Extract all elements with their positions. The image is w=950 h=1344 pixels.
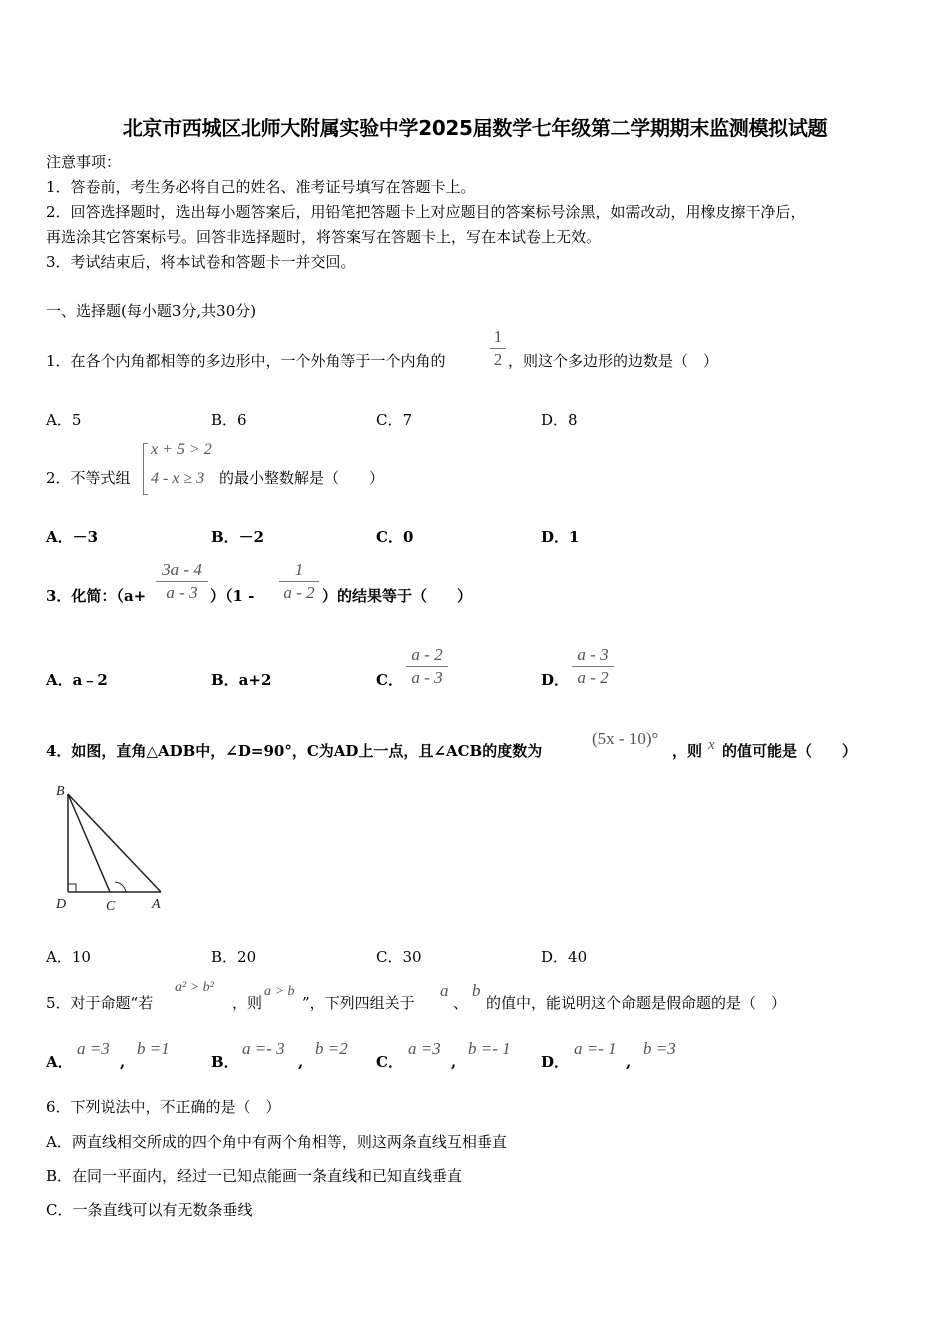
notice-item: 再选涂其它答案标号。回答非选择题时，将答案写在答题卡上，写在本试卷上无效。 bbox=[46, 228, 602, 246]
q3-option-c-fraction[interactable] bbox=[406, 644, 448, 689]
q4-option-b[interactable]: B．20 bbox=[211, 948, 257, 966]
q5-option-b-label[interactable]: B． bbox=[211, 1053, 239, 1071]
q4-var: x bbox=[708, 737, 715, 753]
q3-pre: 3．化简：（a+ bbox=[46, 587, 147, 605]
page-title: 北京市西城区北师大附属实验中学2025届数学七年级第二学期期末监测模拟试题 bbox=[122, 116, 828, 140]
q3-optd-num: a - 3 bbox=[577, 645, 609, 664]
q4-option-c[interactable]: C．30 bbox=[376, 948, 422, 966]
notice-item: 1．答卷前，考生务必将自己的姓名、准考证号填写在答题卡上。 bbox=[46, 178, 476, 196]
q4-expr: (5x - 10)° bbox=[592, 729, 659, 748]
q1-fraction bbox=[490, 326, 506, 371]
label-c: C bbox=[106, 899, 116, 914]
q3-option-a[interactable]: A．a﹣2 bbox=[46, 671, 108, 689]
q4-mid: ，则 bbox=[672, 742, 703, 760]
segment-ba bbox=[68, 794, 161, 892]
label-d: D bbox=[56, 897, 67, 912]
q1-option-d[interactable]: D．8 bbox=[541, 411, 578, 429]
q3-frac1-den: a - 3 bbox=[166, 583, 198, 602]
q5-sep: 、 bbox=[453, 994, 469, 1012]
q5-option-a-label[interactable]: A． bbox=[46, 1053, 73, 1071]
notice-heading: 注意事项： bbox=[46, 153, 122, 171]
q1-option-a[interactable]: A．5 bbox=[46, 411, 82, 429]
q1-pre: 1．在各个内角都相等的多边形中，一个外角等于一个内角的 bbox=[46, 352, 446, 370]
triangle-figure bbox=[48, 778, 178, 918]
q3-frac1-num: 3a - 4 bbox=[162, 560, 202, 579]
q2-option-b[interactable]: B．－2 bbox=[211, 528, 265, 546]
q5-option-a-b: b =1 bbox=[137, 1039, 170, 1058]
q5-pre: 5．对于命题“若 bbox=[46, 994, 154, 1012]
notice-item: 3．考试结束后，将本试卷和答题卡一并交回。 bbox=[46, 253, 356, 271]
q2-line2: 4 - x ≥ 3 bbox=[151, 470, 205, 487]
q3-optd-den: a - 2 bbox=[577, 668, 609, 687]
q5-option-a-a: a =3 bbox=[77, 1039, 110, 1058]
notice-item: 2．回答选择题时，选出每小题答案后，用铅笔把答题卡上对应题目的答案标号涂黑，如需改动，用橡皮擦干净后， bbox=[46, 203, 806, 221]
q5-cond: a² > b² bbox=[175, 980, 214, 995]
label-a: A bbox=[152, 897, 161, 912]
q1-frac-den: 2 bbox=[493, 350, 503, 369]
q3-option-b[interactable]: B．a+2 bbox=[211, 671, 272, 689]
q5-mid2: ”，下列四组关于 bbox=[302, 994, 415, 1012]
label-b: B bbox=[56, 784, 65, 799]
q5-option-d-b: b =3 bbox=[643, 1039, 676, 1058]
q6-stem: 6．下列说法中，不正确的是（ ） bbox=[46, 1098, 281, 1116]
q2-brace bbox=[143, 443, 148, 495]
q3-option-d-label[interactable]: D． bbox=[541, 671, 570, 689]
q3-post: ）的结果等于（ ） bbox=[322, 587, 473, 605]
q2-option-a[interactable]: A．－3 bbox=[46, 528, 99, 546]
q5-option-c-label[interactable]: C． bbox=[376, 1053, 403, 1071]
q6-option-a[interactable]: A．两直线相交所成的四个角中有两个角相等，则这两条直线互相垂直 bbox=[46, 1133, 507, 1151]
q5-post: 的值中，能说明这个命题是假命题的是（ ） bbox=[486, 994, 787, 1012]
q1-stem bbox=[46, 350, 446, 372]
q4-option-d[interactable]: D．40 bbox=[541, 948, 588, 966]
q5-option-c-b: b =- 1 bbox=[468, 1039, 511, 1058]
q6-option-c[interactable]: C．一条直线可以有无数条垂线 bbox=[46, 1201, 253, 1219]
q3-frac2-den: a - 2 bbox=[283, 583, 315, 602]
q3-fraction-2 bbox=[279, 559, 319, 604]
q3-option-c-label[interactable]: C． bbox=[376, 671, 403, 689]
q3-frac2-num: 1 bbox=[294, 560, 304, 579]
q3-option-d-fraction[interactable] bbox=[572, 644, 614, 689]
q5-mid1: ，则 bbox=[232, 994, 263, 1012]
q5-option-d-label[interactable]: D． bbox=[541, 1053, 570, 1071]
angle-acb-mark bbox=[115, 882, 126, 892]
q5-concl: a > b bbox=[264, 984, 295, 999]
q2-line1: x + 5 > 2 bbox=[151, 441, 212, 458]
right-angle-mark bbox=[68, 884, 76, 892]
q5-var-a: a bbox=[440, 981, 449, 1000]
q5-option-b-a: a =- 3 bbox=[242, 1039, 285, 1058]
q3-optc-num: a - 2 bbox=[411, 645, 443, 664]
q5-option-d-a: a =- 1 bbox=[574, 1039, 617, 1058]
q2-pre: 2．不等式组 bbox=[46, 469, 131, 487]
q1-post: ，则这个多边形的边数是（ ） bbox=[508, 352, 719, 370]
q1-option-b[interactable]: B．6 bbox=[211, 411, 247, 429]
q2-option-d[interactable]: D．1 bbox=[541, 528, 580, 546]
q3-optc-den: a - 3 bbox=[411, 668, 443, 687]
q5-option-b-b: b =2 bbox=[315, 1039, 348, 1058]
q5-option-c-a: a =3 bbox=[408, 1039, 441, 1058]
q4-post: 的值可能是（ ） bbox=[722, 742, 858, 760]
q1-option-c[interactable]: C．7 bbox=[376, 411, 413, 429]
q1-frac-num: 1 bbox=[493, 327, 503, 346]
q4-pre: 4．如图，直角△ADB中，∠D=90°，C为AD上一点，且∠ACB的度数为 bbox=[46, 742, 543, 760]
q2-post: 的最小整数解是（ ） bbox=[219, 469, 385, 487]
q2-option-c[interactable]: C．0 bbox=[376, 528, 414, 546]
q5-var-b: b bbox=[472, 981, 481, 1000]
q3-mid: ）（1 - bbox=[210, 587, 255, 605]
q6-option-b[interactable]: B．在同一平面内，经过一已知点能画一条直线和已知直线垂直 bbox=[46, 1167, 463, 1185]
q4-option-a[interactable]: A．10 bbox=[46, 948, 91, 966]
q3-fraction-1 bbox=[156, 559, 208, 604]
segment-bc bbox=[68, 794, 110, 892]
section-heading: 一、选择题(每小题3分,共30分) bbox=[46, 302, 257, 320]
